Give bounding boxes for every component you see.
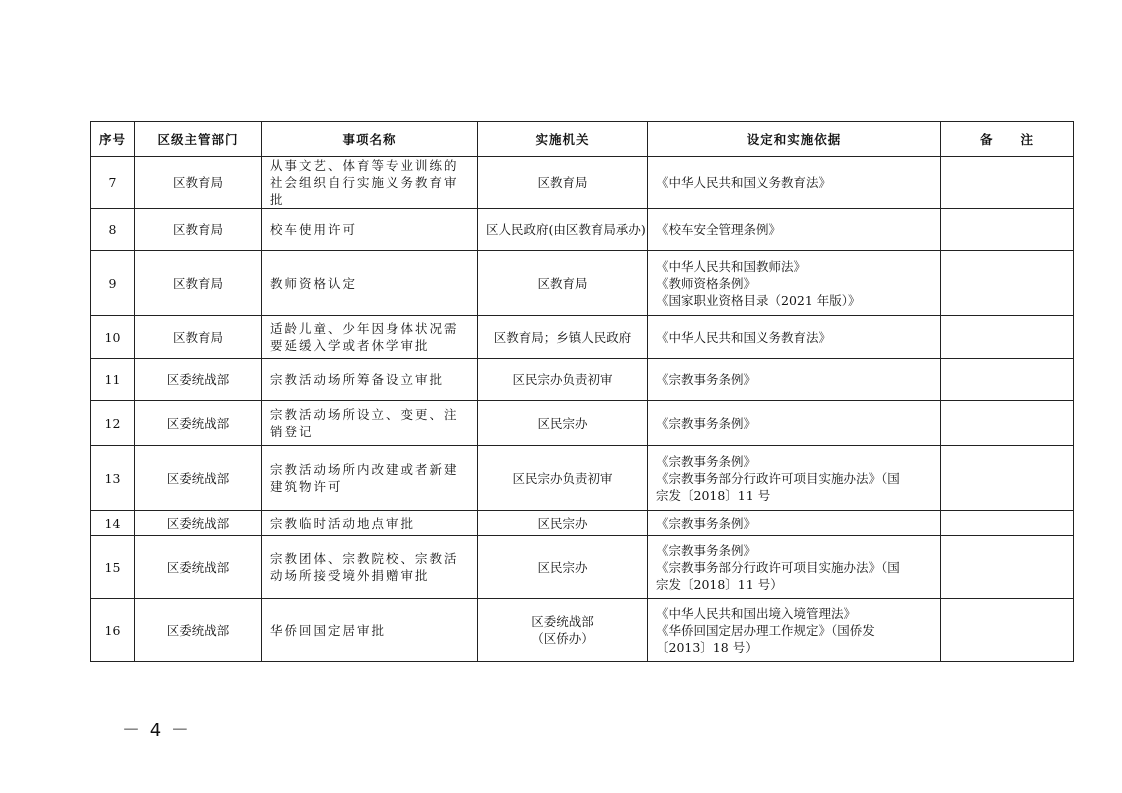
cell-agency	[478, 157, 648, 209]
basis-line: 宗发〔2018〕11 号）	[656, 576, 783, 592]
basis-line: 《宗教事务条例》	[656, 453, 757, 469]
cell-agency	[478, 209, 648, 251]
cell-dept: 区委统战部	[135, 511, 262, 536]
cell-remark	[941, 446, 1074, 511]
basis-line: 《华侨回国定居办理工作规定》（国侨发	[656, 622, 875, 638]
basis-line: 《宗教事务条例》	[656, 372, 757, 387]
cell-basis	[648, 536, 941, 599]
cell-seq: 11	[91, 359, 135, 401]
header-seq: 序号	[91, 122, 135, 157]
agency-line: 区教育局	[537, 175, 588, 190]
header-remark: 备 注	[941, 122, 1074, 157]
agency-line: 区教育局；乡镇人民政府	[493, 329, 632, 345]
cell-basis	[648, 511, 941, 536]
basis-line: 《教师资格条例》	[656, 275, 757, 291]
cell-seq: 16	[91, 599, 135, 662]
cell-remark	[941, 511, 1074, 536]
cell-dept: 区教育局	[135, 157, 262, 209]
header-dept: 区级主管部门	[135, 122, 262, 157]
cell-item: 宗教团体、宗教院校、宗教活动场所接受境外捐赠审批	[262, 536, 478, 599]
table-row	[91, 446, 1074, 511]
cell-basis	[648, 316, 941, 359]
agency-line: 区民宗办负责初审	[512, 470, 613, 486]
cell-agency	[478, 599, 648, 662]
cell-seq: 10	[91, 316, 135, 359]
table-row	[91, 316, 1074, 359]
cell-item: 宗教活动场所设立、变更、注销登记	[262, 401, 478, 446]
cell-dept: 区教育局	[135, 316, 262, 359]
cell-item: 华侨回国定居审批	[262, 599, 478, 662]
agency-line: （区侨办）	[531, 631, 594, 646]
cell-agency	[478, 251, 648, 316]
header-agency: 实施机关	[478, 122, 648, 157]
basis-line: 《宗教事务部分行政许可项目实施办法》（国	[656, 559, 900, 575]
cell-dept: 区委统战部	[135, 359, 262, 401]
table-header-row	[91, 122, 1074, 157]
approval-items-table	[90, 121, 1074, 662]
cell-basis	[648, 209, 941, 251]
table-row	[91, 599, 1074, 662]
table-row	[91, 511, 1074, 536]
basis-line: 《宗教事务部分行政许可项目实施办法》（国	[656, 470, 900, 486]
cell-seq: 8	[91, 209, 135, 251]
cell-agency	[478, 511, 648, 536]
cell-agency	[478, 359, 648, 401]
agency-line: 区人民政府(由区教育局承办)	[486, 222, 646, 237]
cell-dept: 区委统战部	[135, 401, 262, 446]
table-row	[91, 401, 1074, 446]
table-row	[91, 157, 1074, 209]
cell-basis	[648, 157, 941, 209]
cell-agency	[478, 536, 648, 599]
cell-item: 从事文艺、体育等专业训练的社会组织自行实施义务教育审批	[262, 157, 478, 209]
cell-item: 适龄儿童、少年因身体状况需要延缓入学或者休学审批	[262, 316, 478, 359]
cell-basis	[648, 446, 941, 511]
cell-agency	[478, 401, 648, 446]
cell-item: 校车使用许可	[262, 209, 478, 251]
table-body	[91, 157, 1074, 662]
header-item: 事项名称	[262, 122, 478, 157]
cell-remark	[941, 209, 1074, 251]
basis-line: 《宗教事务条例》	[656, 415, 757, 431]
cell-item: 宗教活动场所筹备设立审批	[262, 359, 478, 401]
table-row	[91, 359, 1074, 401]
cell-basis	[648, 599, 941, 662]
cell-dept: 区委统战部	[135, 446, 262, 511]
cell-dept: 区教育局	[135, 251, 262, 316]
agency-line: 区民宗办负责初审	[512, 372, 613, 387]
cell-dept: 区委统战部	[135, 599, 262, 662]
table-row	[91, 251, 1074, 316]
basis-line: 《中华人民共和国出境入境管理法》	[656, 605, 857, 621]
cell-agency	[478, 316, 648, 359]
table-row	[91, 209, 1074, 251]
basis-line: 《国家职业资格目录（2021 年版）》	[656, 292, 861, 308]
cell-seq: 12	[91, 401, 135, 446]
cell-seq: 14	[91, 511, 135, 536]
cell-item: 宗教活动场所内改建或者新建建筑物许可	[262, 446, 478, 511]
basis-line: 〔2013〕18 号）	[656, 639, 758, 655]
agency-line: 区民宗办	[537, 415, 588, 431]
agency-line: 区民宗办	[537, 559, 588, 575]
cell-seq: 9	[91, 251, 135, 316]
cell-remark	[941, 157, 1074, 209]
page-number: － 4 －	[122, 720, 191, 741]
basis-line: 《宗教事务条例》	[656, 542, 757, 558]
agency-line: 区教育局	[537, 275, 588, 291]
cell-remark	[941, 251, 1074, 316]
cell-remark	[941, 599, 1074, 662]
cell-basis	[648, 401, 941, 446]
basis-line: 《中华人民共和国教师法》	[656, 258, 807, 274]
cell-remark	[941, 401, 1074, 446]
cell-remark	[941, 536, 1074, 599]
table-row	[91, 536, 1074, 599]
cell-remark	[941, 359, 1074, 401]
cell-item: 教师资格认定	[262, 251, 478, 316]
cell-dept: 区教育局	[135, 209, 262, 251]
cell-seq: 7	[91, 157, 135, 209]
cell-remark	[941, 316, 1074, 359]
cell-agency	[478, 446, 648, 511]
agency-line: 区委统战部	[531, 614, 594, 629]
cell-basis	[648, 359, 941, 401]
header-basis: 设定和实施依据	[648, 122, 941, 157]
basis-line: 《校车安全管理条例》	[656, 222, 782, 237]
cell-seq: 15	[91, 536, 135, 599]
basis-line: 《中华人民共和国义务教育法》	[656, 329, 832, 345]
basis-line: 宗发〔2018〕11 号	[656, 487, 771, 503]
basis-line: 《中华人民共和国义务教育法》	[656, 175, 832, 190]
cell-basis	[648, 251, 941, 316]
agency-line: 区民宗办	[537, 515, 588, 531]
cell-dept: 区委统战部	[135, 536, 262, 599]
cell-seq: 13	[91, 446, 135, 511]
cell-item: 宗教临时活动地点审批	[262, 511, 478, 536]
basis-line: 《宗教事务条例》	[656, 515, 757, 531]
